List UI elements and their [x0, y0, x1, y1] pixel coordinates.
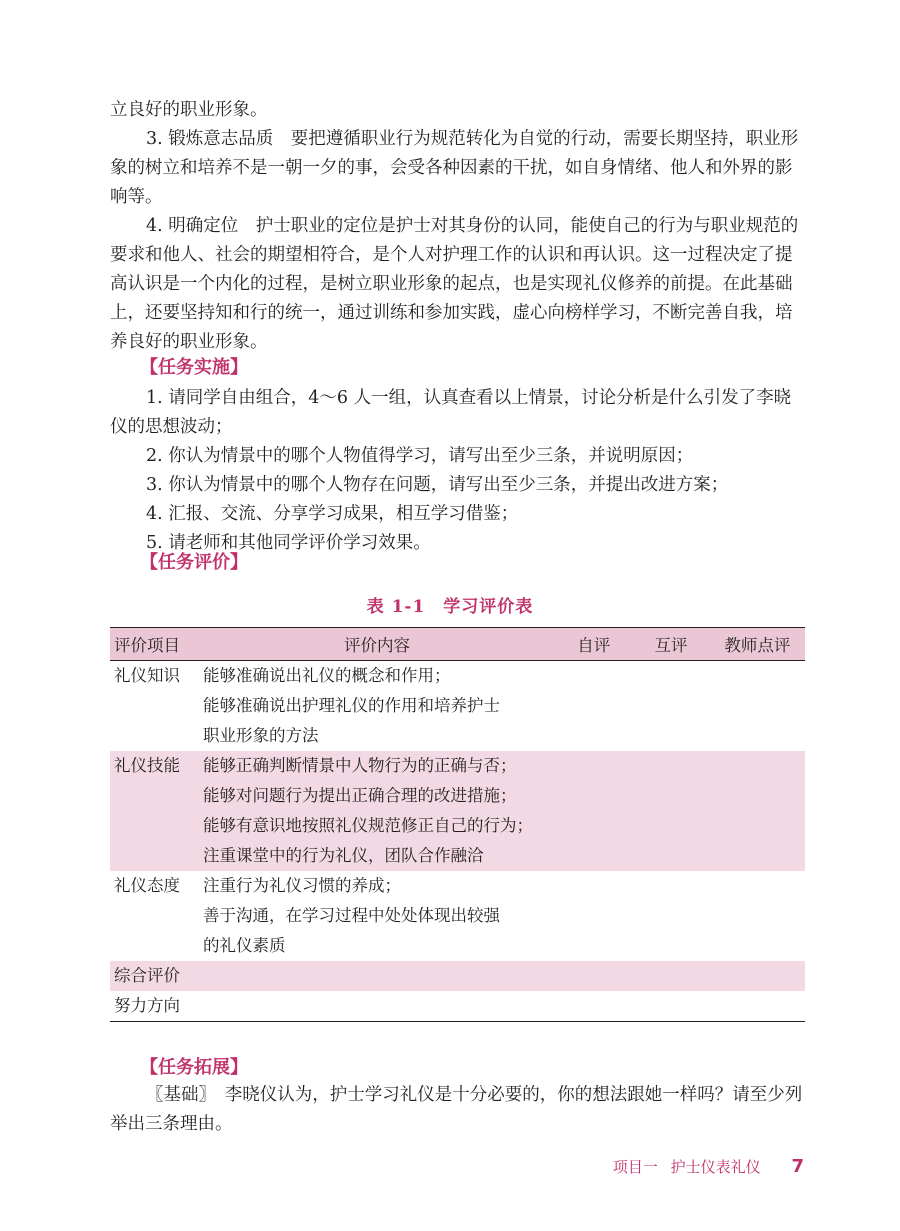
teacher-eval-cell	[710, 991, 805, 1022]
footer-title: 护士仪表礼仪	[670, 1158, 761, 1176]
header-teacher: 教师点评	[710, 628, 805, 661]
content-line: 注重行为礼仪习惯的养成；	[203, 876, 402, 895]
teacher-eval-cell	[710, 661, 805, 752]
page-number: 7	[791, 1156, 804, 1177]
task-item-1: 1. 请同学自由组合，4～6 人一组，认真查看以上情景，讨论分析是什么引发了李晓仪的思想波动；	[110, 388, 792, 437]
self-eval-cell	[555, 751, 632, 871]
task-item-4: 4. 汇报、交流、分享学习成果，相互学习借鉴；	[146, 504, 519, 524]
header-self: 自评	[555, 628, 632, 661]
table-row	[110, 871, 805, 961]
row-item: 礼仪知识	[114, 666, 180, 685]
row-item: 综合评价	[110, 961, 199, 991]
content-line: 能够对问题行为提出正确合理的改进措施；	[203, 786, 517, 805]
table-row	[110, 661, 805, 752]
row-content	[199, 961, 555, 991]
teacher-eval-cell	[710, 871, 805, 961]
paragraph-extension	[110, 1081, 804, 1139]
content-line: 善于沟通，在学习过程中处处体现出较强	[203, 906, 501, 925]
heading-task-evaluation: 【任务评价】	[140, 552, 248, 573]
task-item-2: 2. 你认为情景中的哪个人物值得学习，请写出至少三条，并说明原因；	[146, 446, 694, 466]
self-eval-cell	[555, 961, 632, 991]
evaluation-table	[110, 627, 805, 1022]
content-line: 能够有意识地按照礼仪规范修正自己的行为；	[203, 816, 534, 835]
content-line: 职业形象的方法	[203, 726, 319, 745]
task-item-5: 5. 请老师和其他同学评价学习效果。	[146, 533, 431, 553]
heading-task-extension: 【任务拓展】	[140, 1057, 248, 1078]
table-caption: 表 1-1 学习评价表	[366, 597, 534, 617]
peer-eval-cell	[632, 961, 709, 991]
content-line: 能够准确说出礼仪的概念和作用；	[203, 666, 451, 685]
row-item: 努力方向	[110, 991, 199, 1022]
self-eval-cell	[555, 991, 632, 1022]
peer-eval-cell	[632, 871, 709, 961]
paragraph-positioning: 4. 明确定位 护士职业的定位是护士对其身份的认同，能使自己的行为与职业规范的要求和他人、社会的期望相符合，是个人对护理工作的认识和再认识。这一过程决定了提高认识是一个内化的过程，是树立职业形象的起点，也是实现礼仪修养的前提。在此基础上，还要坚持知和行的统一，通过训练和参加实践，虚心向榜样学习，不断完善自我，培养良好的职业形象。	[110, 216, 799, 352]
table-row	[110, 751, 805, 871]
self-eval-cell	[555, 871, 632, 961]
page-footer	[613, 1156, 804, 1177]
content-line: 能够正确判断情景中人物行为的正确与否；	[203, 756, 517, 775]
footer-chapter: 项目一	[612, 1158, 658, 1176]
header-item: 评价项目	[110, 628, 199, 661]
table-row	[110, 991, 805, 1022]
teacher-eval-cell	[710, 961, 805, 991]
row-item: 礼仪技能	[110, 751, 199, 871]
header-content: 评价内容	[199, 628, 555, 661]
peer-eval-cell	[632, 751, 709, 871]
self-eval-cell	[555, 661, 632, 752]
task-item-3: 3. 你认为情景中的哪个人物存在问题，请写出至少三条，并提出改进方案；	[146, 475, 729, 495]
row-content	[199, 751, 555, 871]
paragraph-intro: 立良好的职业形象。	[110, 100, 268, 120]
row-content	[199, 871, 555, 961]
paragraph-willpower: 3. 锻炼意志品质 要把遵循职业行为规范转化为自觉的行动，需要长期坚持，职业形象的树立和培养不是一朝一夕的事，会受各种因素的干扰，如自身情绪、他人和外界的影响等。	[110, 129, 799, 207]
content-line: 注重课堂中的行为礼仪，团队合作融洽	[203, 846, 484, 865]
row-item: 礼仪态度	[114, 876, 180, 895]
table-row	[110, 961, 805, 991]
header-peer: 互评	[632, 628, 709, 661]
teacher-eval-cell	[710, 751, 805, 871]
content-line: 能够准确说出护理礼仪的作用和培养护士	[203, 696, 501, 715]
content-line: 的礼仪素质	[203, 936, 286, 955]
peer-eval-cell	[632, 991, 709, 1022]
row-content	[199, 661, 555, 752]
peer-eval-cell	[632, 661, 709, 752]
basic-label: 〖基础〗	[146, 1085, 208, 1105]
extension-text: 李晓仪认为，护士学习礼仪是十分必要的，你的想法跟她一样吗？请至少列举出三条理由。	[110, 1085, 803, 1134]
heading-task-implementation: 【任务实施】	[140, 357, 248, 378]
row-content	[199, 991, 555, 1022]
table-header-row	[110, 628, 805, 661]
